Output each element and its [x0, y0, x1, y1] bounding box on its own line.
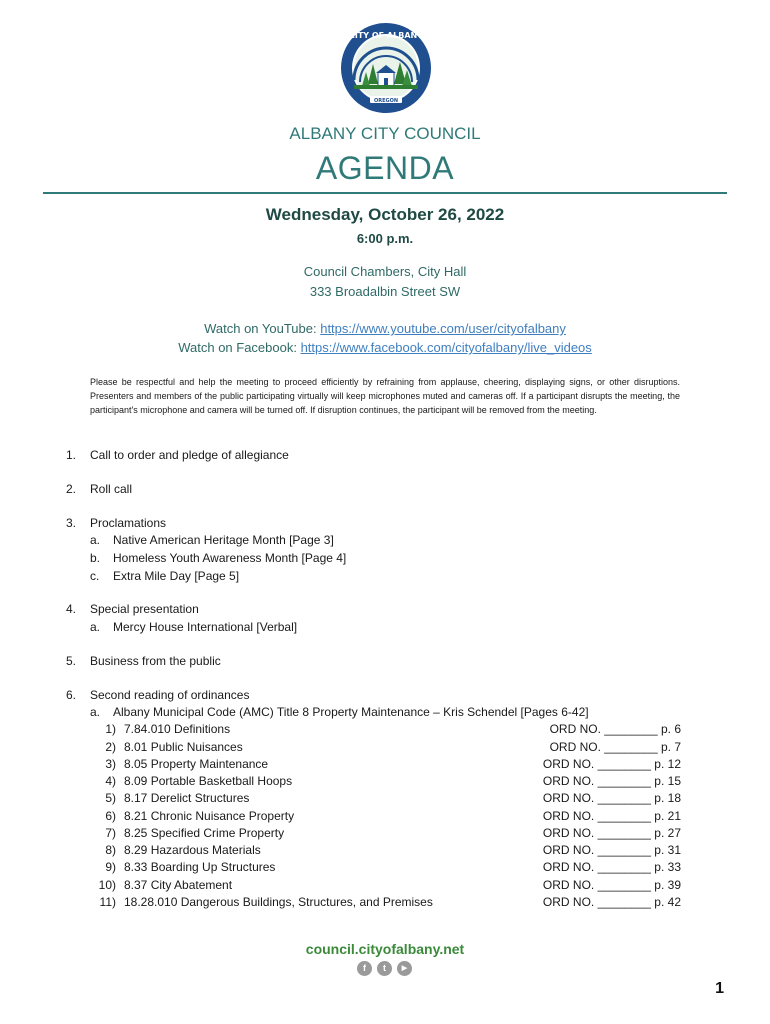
- ordinance-title: 8.01 Public Nuisances: [124, 740, 243, 754]
- ordinance-title: 8.29 Hazardous Materials: [124, 843, 261, 857]
- ordinance-ref: ORD NO. ________ p. 27: [542, 826, 681, 840]
- ordinance-ref: ORD NO. ________ p. 18: [542, 791, 681, 805]
- subitem-text: Homeless Youth Awareness Month [Page 4]: [113, 551, 347, 565]
- ordinance-row: [0, 843, 770, 860]
- item-number: 4.: [66, 602, 77, 616]
- item-number: 6.: [66, 688, 77, 702]
- item-label: Roll call: [90, 482, 133, 496]
- youtube-watch-line: [0, 321, 770, 336]
- item-label: Business from the public: [90, 654, 221, 668]
- ordinance-row: [0, 826, 770, 843]
- subitem-letter: b.: [90, 551, 101, 565]
- ordinance-row: [0, 722, 770, 739]
- header-divider: [43, 192, 727, 194]
- youtube-icon[interactable]: ▶: [397, 961, 412, 976]
- twitter-icon[interactable]: t: [377, 961, 392, 976]
- ordinance-number: 1): [105, 722, 116, 736]
- ordinance-ref: ORD NO. ________ p. 6: [549, 722, 681, 736]
- ordinance-ref: ORD NO. ________ p. 31: [542, 843, 681, 857]
- ordinance-number: 6): [105, 809, 116, 823]
- ordinance-ref: ORD NO. ________ p. 42: [542, 895, 681, 909]
- ordinance-number: 11): [99, 895, 116, 909]
- ordinance-row: [0, 740, 770, 757]
- ordinance-ref: ORD NO. ________ p. 21: [542, 809, 681, 823]
- ordinance-ref: ORD NO. ________ p. 7: [549, 740, 681, 754]
- facebook-watch-line: [0, 340, 770, 355]
- ordinance-number: 9): [105, 860, 116, 874]
- svg-text:CITY OF ALBANY: CITY OF ALBANY: [349, 31, 423, 40]
- subitem-letter: a.: [90, 533, 101, 547]
- subitem-text: Mercy House International [Verbal]: [113, 620, 298, 634]
- subitem-letter: c.: [90, 569, 100, 583]
- ordinance-title: 8.17 Derelict Structures: [124, 791, 250, 805]
- item-number: 1.: [66, 448, 77, 462]
- page-title: AGENDA: [315, 150, 455, 186]
- meeting-date: Wednesday, October 26, 2022: [265, 205, 505, 224]
- ordinance-ref: ORD NO. ________ p. 15: [542, 774, 681, 788]
- ordinance-ref: ORD NO. ________ p. 39: [542, 878, 681, 892]
- ordinance-title: 8.09 Portable Basketball Hoops: [124, 774, 293, 788]
- ordinance-row: [0, 860, 770, 877]
- ordinance-number: 7): [105, 826, 116, 840]
- ordinance-row: [0, 791, 770, 808]
- ordinance-title: 18.28.010 Dangerous Buildings, Structures, and Premises: [124, 895, 433, 909]
- item-number: 2.: [66, 482, 77, 496]
- city-of-albany-seal: [340, 22, 432, 114]
- ordinance-number: 10): [98, 878, 116, 892]
- ordinance-number: 2): [105, 740, 116, 754]
- ordinance-row: [0, 809, 770, 826]
- ordinance-title: 8.21 Chronic Nuisance Property: [124, 809, 295, 823]
- item-number: 3.: [66, 516, 77, 530]
- ordinance-title: 8.37 City Abatement: [124, 878, 233, 892]
- youtube-link[interactable]: https://www.youtube.com/user/cityofalbany: [320, 321, 566, 336]
- ordinance-row: [0, 895, 770, 912]
- ordinance-title: 8.33 Boarding Up Structures: [124, 860, 276, 874]
- youtube-label: Watch on YouTube:: [204, 321, 321, 336]
- facebook-label: Watch on Facebook:: [178, 340, 301, 355]
- ordinance-row: [0, 757, 770, 774]
- conduct-notice: Please be respectful and help the meeting to proceed efficiently by refraining from applause, cheering, displaying signs, or other disruptions. Presenters and members of the public participating virtually will keep microphones muted and cameras off. If a participant disrupts the meeting, the participant's microphone and camera will be turned off. If disruption continues, the participant will be removed from the meeting.: [90, 377, 680, 415]
- item-number: 5.: [66, 654, 77, 668]
- meeting-address: 333 Broadalbin Street SW: [309, 284, 461, 299]
- facebook-icon[interactable]: f: [357, 961, 372, 976]
- ordinance-row: [0, 774, 770, 791]
- council-website-link[interactable]: council.cityofalbany.net: [305, 941, 465, 957]
- item-label: Call to order and pledge of allegiance: [90, 448, 289, 462]
- meeting-location: Council Chambers, City Hall: [303, 264, 467, 279]
- ordinance-title: 8.25 Specified Crime Property: [124, 826, 285, 840]
- ordinance-title: 7.84.010 Definitions: [124, 722, 231, 736]
- item-label: Second reading of ordinances: [90, 688, 250, 702]
- organization-name: ALBANY CITY COUNCIL: [289, 124, 481, 143]
- item-label: Special presentation: [90, 602, 199, 616]
- ordinance-number: 5): [105, 791, 116, 805]
- facebook-link[interactable]: https://www.facebook.com/cityofalbany/live_videos: [300, 340, 592, 355]
- svg-text:OREGON: OREGON: [373, 98, 399, 104]
- subitem-text: Albany Municipal Code (AMC) Title 8 Property Maintenance – Kris Schendel [Pages 6-42]: [113, 705, 589, 719]
- ordinance-number: 4): [105, 774, 116, 788]
- ordinance-row: [0, 878, 770, 895]
- page-number: 1: [715, 980, 724, 997]
- subitem-text: Native American Heritage Month [Page 3]: [113, 533, 334, 547]
- subitem-letter: a.: [90, 620, 101, 634]
- ordinance-number: 3): [105, 757, 116, 771]
- ordinance-ref: ORD NO. ________ p. 33: [542, 860, 681, 874]
- ordinance-ref: ORD NO. ________ p. 12: [542, 757, 681, 771]
- ordinance-number: 8): [105, 843, 116, 857]
- ordinance-title: 8.05 Property Maintenance: [124, 757, 269, 771]
- subitem-letter: a.: [90, 705, 101, 719]
- item-label: Proclamations: [90, 516, 167, 530]
- meeting-time: 6:00 p.m.: [356, 231, 414, 246]
- social-icons: [357, 961, 413, 977]
- subitem-text: Extra Mile Day [Page 5]: [113, 569, 240, 583]
